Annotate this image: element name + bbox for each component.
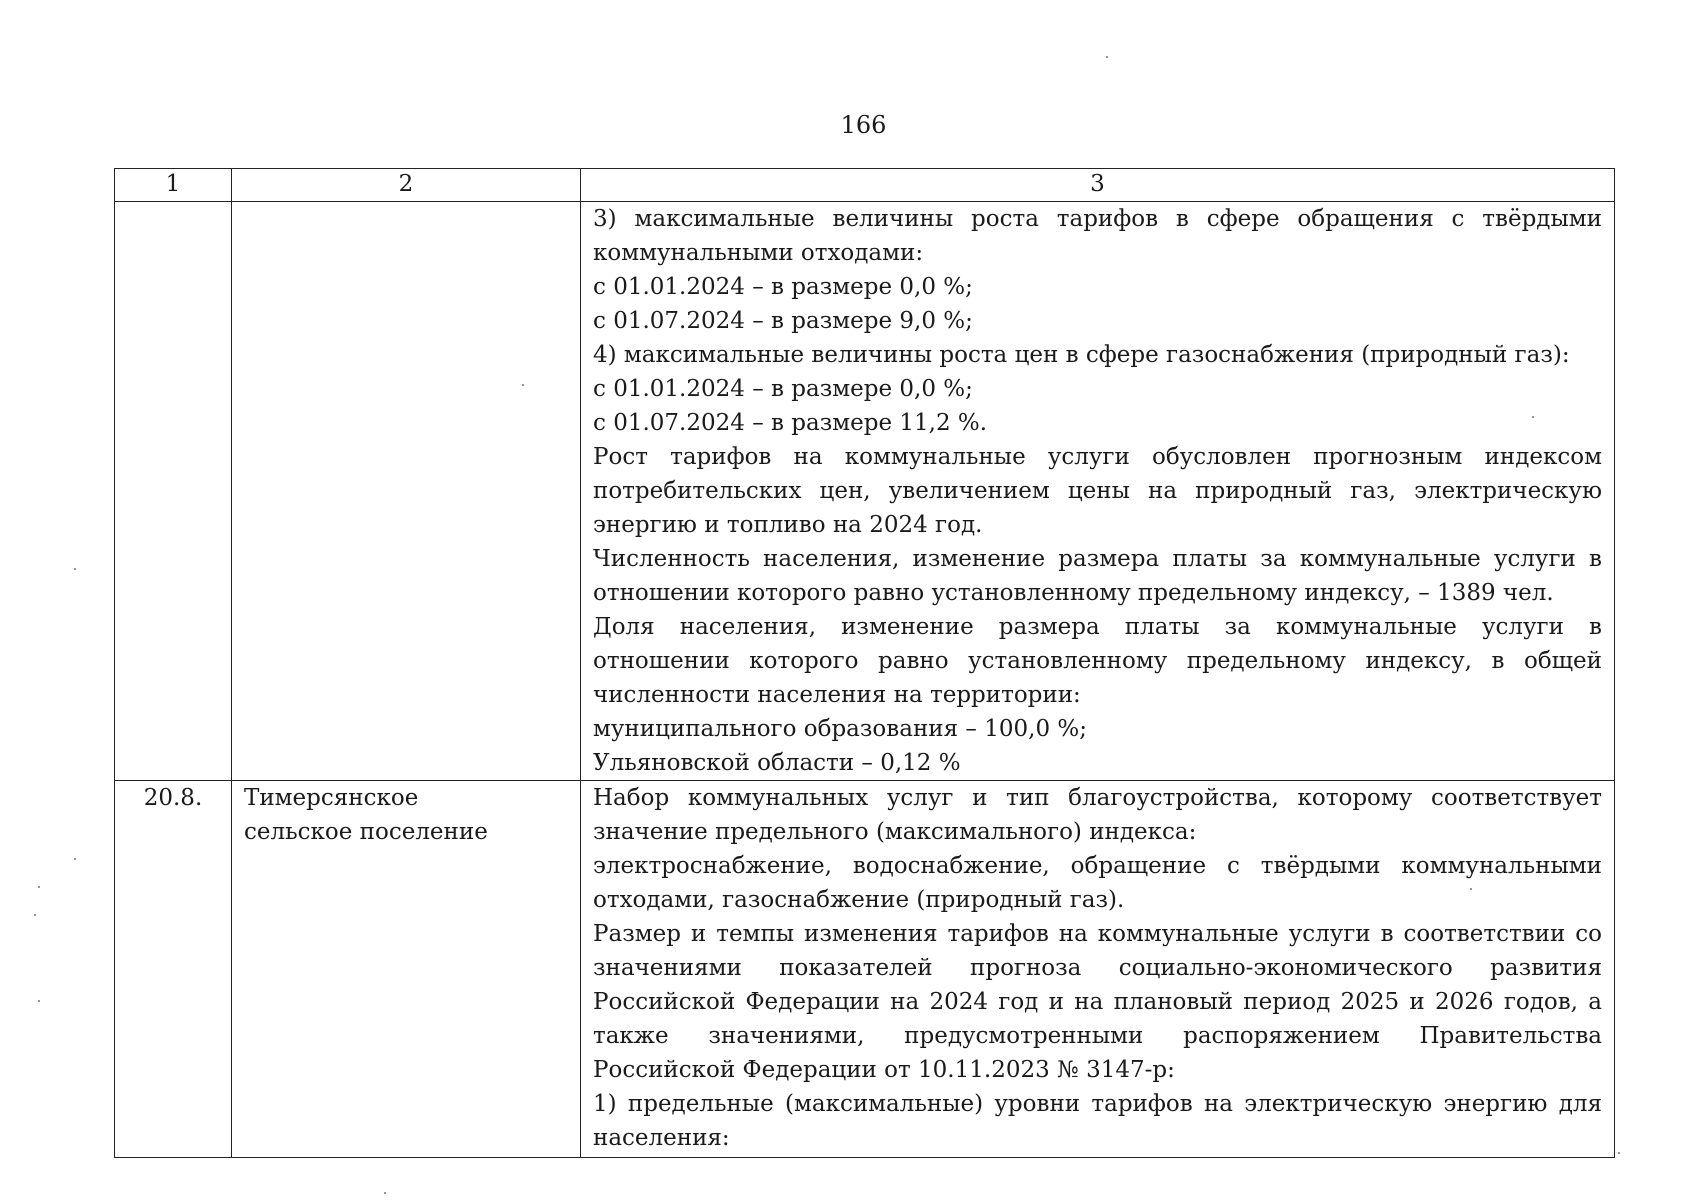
content-paragraph: Ульяновской области – 0,12 % [593,750,961,776]
content-paragraph: 1) предельные (максимальные) уровни тарифов на электрическую энергию для населения: [593,1091,1602,1151]
page-number: 166 [840,111,887,139]
scan-speck [522,384,524,386]
content-paragraph: с 01.07.2024 – в размере 11,2 %. [593,410,988,436]
content-paragraph: с 01.01.2024 – в размере 0,0 %; [593,274,973,300]
scan-speck [1618,1152,1620,1154]
row-number-cell [115,202,232,781]
scan-speck [74,568,76,570]
table-header-row [115,169,1615,202]
row-number-cell: 20.8. [115,781,232,1158]
settlement-name-line: сельское поселение [244,819,488,845]
tariff-table [114,168,1615,1158]
content-paragraph: 3) максимальные величины роста тарифов в сфере обращения с твёрдыми коммунальными отходами: [593,206,1602,266]
row-content-cell [581,202,1615,781]
scan-speck [1106,56,1108,58]
content-paragraph: Численность населения, изменение размера платы за коммунальные услуги в отношении которого равно установленному предельному индексу, – 1389 чел. [593,546,1602,606]
settlement-name-line: Тимерсянское [244,785,419,811]
scan-speck [38,886,40,888]
column-header-3: 3 [581,169,1615,202]
content-paragraph: Доля населения, изменение размера платы за коммунальные услуги в отношении которого равно установленному предельному индексу, в общей численности населения на территории: [593,614,1602,708]
column-header-2: 2 [232,169,581,202]
row-name-cell [232,781,581,1158]
scan-speck [38,1000,40,1002]
scan-speck [1532,416,1534,418]
content-paragraph: электроснабжение, водоснабжение, обращение с твёрдыми коммунальными отходами, газоснабжение (природный газ). [593,853,1602,913]
scan-speck [34,914,36,916]
content-paragraph: с 01.01.2024 – в размере 0,0 %; [593,376,973,402]
content-paragraph: Рост тарифов на коммунальные услуги обусловлен прогнозным индексом потребительских цен, увеличением цены на природный газ, электрическую энергию и топливо на 2024 год. [593,444,1602,538]
scan-speck [1470,888,1472,890]
content-paragraph: 4) максимальные величины роста цен в сфере газоснабжения (природный газ): [593,342,1570,368]
table-row [115,781,1615,1158]
row-name-cell [232,202,581,781]
row-content-cell [581,781,1615,1158]
table-row [115,202,1615,781]
scan-speck [384,1192,386,1194]
content-paragraph: с 01.07.2024 – в размере 9,0 %; [593,308,973,334]
content-paragraph: муниципального образования – 100,0 %; [593,716,1087,742]
content-paragraph: Размер и темпы изменения тарифов на коммунальные услуги в соответствии со значениями показателей прогноза социально-экономического развития Российской Федерации на 2024 год и на плановый период 2025 и 2026 годов, а также значениями, предусмотренными распоряжением Правительства Российской Федерации от 10.11.2023 № 3147-р: [593,921,1602,1083]
scan-speck [74,858,76,860]
column-header-1: 1 [115,169,232,202]
content-paragraph: Набор коммунальных услуг и тип благоустройства, которому соответствует значение предельного (максимального) индекса: [593,785,1602,845]
